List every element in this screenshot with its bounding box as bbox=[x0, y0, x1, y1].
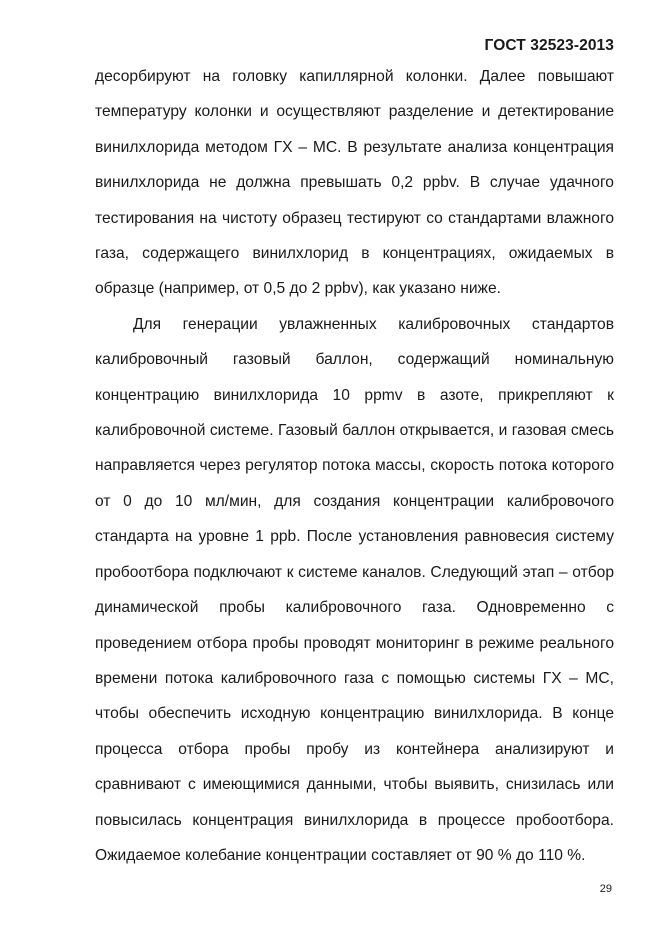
paragraph-continued: десорбируют на головку капиллярной колонки. Далее повышают температуру колонки и осуществляют разделение и детектирование винилхлорида методом ГХ – МС. В результате анализа концентрация винилхлорида не должна превышать 0,2 ppbv. В случае удачного тестирования на чистоту образец тестируют со стандартами влажного газа, содержащего винилхлорид в концентрациях, ожидаемых в образце (например, от 0,5 до 2 ppbv), как указано ниже. bbox=[95, 68, 614, 298]
document-header-id: ГОСТ 32523-2013 bbox=[484, 37, 614, 54]
document-body bbox=[95, 59, 614, 873]
paragraph-calibration-standards: Для генерации увлажненных калибровочных стандартов калибровочный газовый баллон, содержащий номинальную концентрацию винилхлорида 10 ppmv в азоте, прикрепляют к калибровочной системе. Газовый баллон открывается, и газовая смесь направляется через регулятор потока массы, скорость потока которого от 0 до 10 мл/мин, для создания концентрации калибровочого стандарта на уровне 1 ppb. После установления равновесия систему пробоотбора подключают к системе каналов. Следующий этап – отбор динамической пробы калибровочного газа. Одновременно с проведением отбора пробы проводят мониторинг в режиме реального времени потока калибровочного газа с помощью системы ГХ – МС, чтобы обеспечить исходную концентрацию винилхлорида. В конце процесса отбора пробы пробу из контейнера анализируют и сравнивают с имеющимися данными, чтобы выявить, снизилась или повысилась концентрация винилхлорида в процессе пробоотбора. Ожидаемое колебание концентрации составляет от 90 % до 110 %. bbox=[95, 315, 614, 864]
page-number: 29 bbox=[599, 883, 612, 895]
